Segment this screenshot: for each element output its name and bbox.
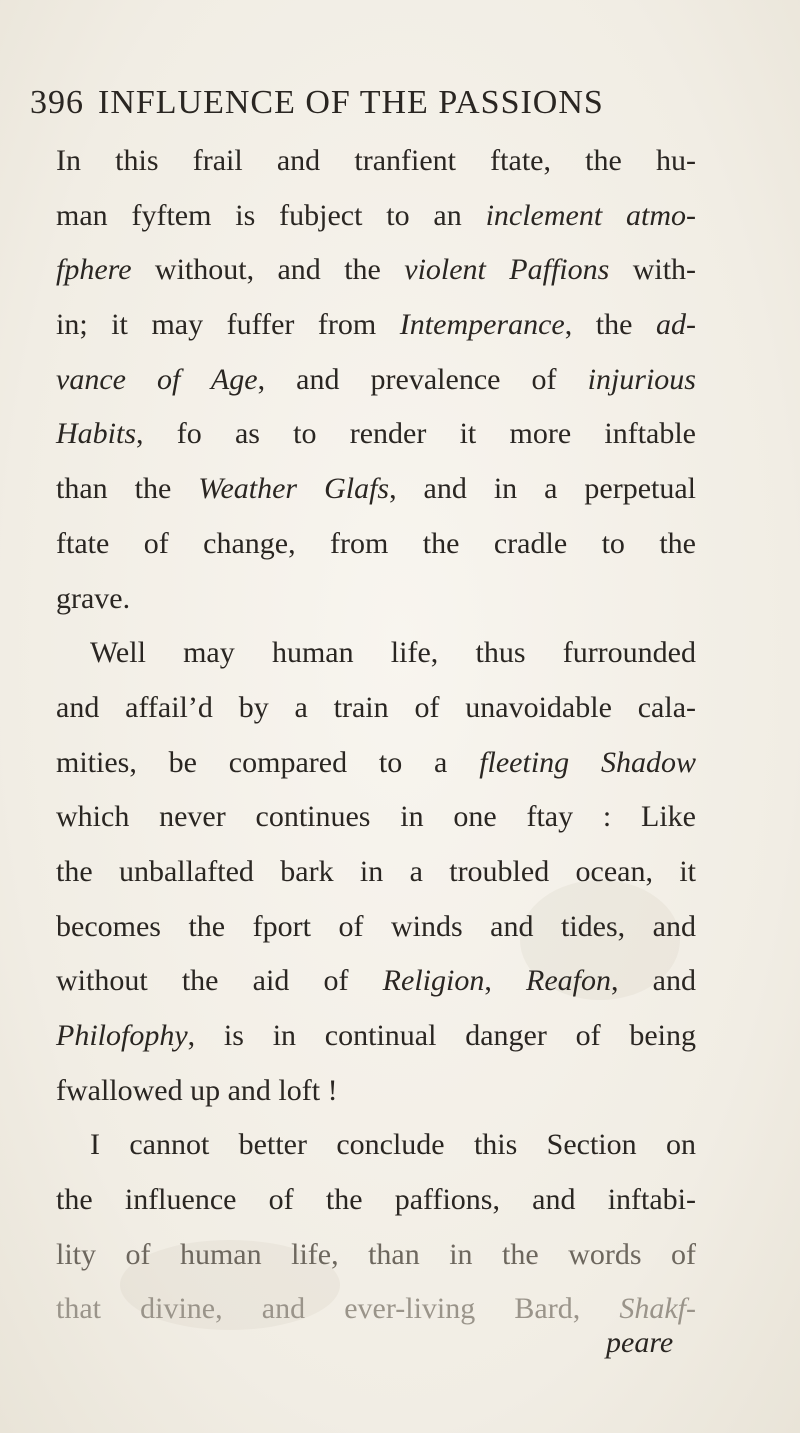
italic-span: Philofophy [56, 1019, 188, 1052]
catchword: peare [606, 1326, 674, 1359]
text-line: in; it may fuffer from Intemperance, the ad- [56, 308, 696, 342]
text-line: grave. [56, 581, 131, 615]
text-line: lity of human life, than in the words of [56, 1237, 696, 1271]
text-line: man fyftem is fubject to an inclement atmo- [56, 198, 696, 232]
italic-span: inclement atmo- [485, 198, 696, 232]
italic-span: Shakf- [619, 1292, 696, 1326]
text-line: the influence of the paffions, and inftabi- [56, 1183, 696, 1217]
italic-span: fleeting Shadow [479, 745, 696, 779]
text-line: that divine, and ever-living Bard, Shakf- [56, 1292, 696, 1326]
text-line: Habits, fo as to render it more inftable [56, 417, 696, 451]
text-line: and affail’d by a train of unavoidable cala- [56, 690, 696, 724]
italic-span: vance of Age [56, 362, 258, 396]
italic-span: fphere [56, 253, 132, 287]
italic-span: Intemperance [399, 308, 565, 342]
text-line: without the aid of Religion, Reafon, and [56, 964, 696, 998]
page-number: 396 [30, 84, 84, 121]
running-header [30, 84, 770, 122]
italic-span: injurious [587, 362, 696, 396]
text-line: becomes the fport of winds and tides, and [56, 909, 696, 943]
text-line: Well may human life, thus furrounded [90, 636, 696, 670]
italic-span: Religion [382, 964, 485, 998]
text-line: In this frail and tranfient ftate, the hu- [56, 144, 696, 177]
text-line: I cannot better conclude this Section on [90, 1128, 696, 1162]
body-text [56, 134, 696, 1337]
italic-span: Reafon [526, 964, 611, 998]
text-line: fphere without, and the violent Paffions with- [56, 253, 697, 287]
italic-span: ad- [656, 308, 696, 342]
text-line: mities, be compared to a fleeting Shadow [56, 745, 696, 779]
italic-span: Habits [56, 417, 137, 451]
text-line: vance of Age, and prevalence of injurious [56, 362, 696, 396]
text-line: which never continues in one ftay : Like [56, 800, 696, 834]
text-line: ftate of change, from the cradle to the [56, 526, 696, 560]
text-line: Philofophy, is in continual danger of being [56, 1019, 696, 1052]
text-line: than the Weather Glafs, and in a perpetual [56, 472, 697, 506]
running-title: INFLUENCE OF THE PASSIONS [98, 84, 604, 121]
text-line: the unballafted bark in a troubled ocean, it [56, 854, 696, 888]
italic-span: Weather Glafs [198, 472, 390, 506]
text-line: fwallowed up and loft ! [56, 1073, 338, 1107]
italic-span: violent Paffions [404, 253, 610, 287]
